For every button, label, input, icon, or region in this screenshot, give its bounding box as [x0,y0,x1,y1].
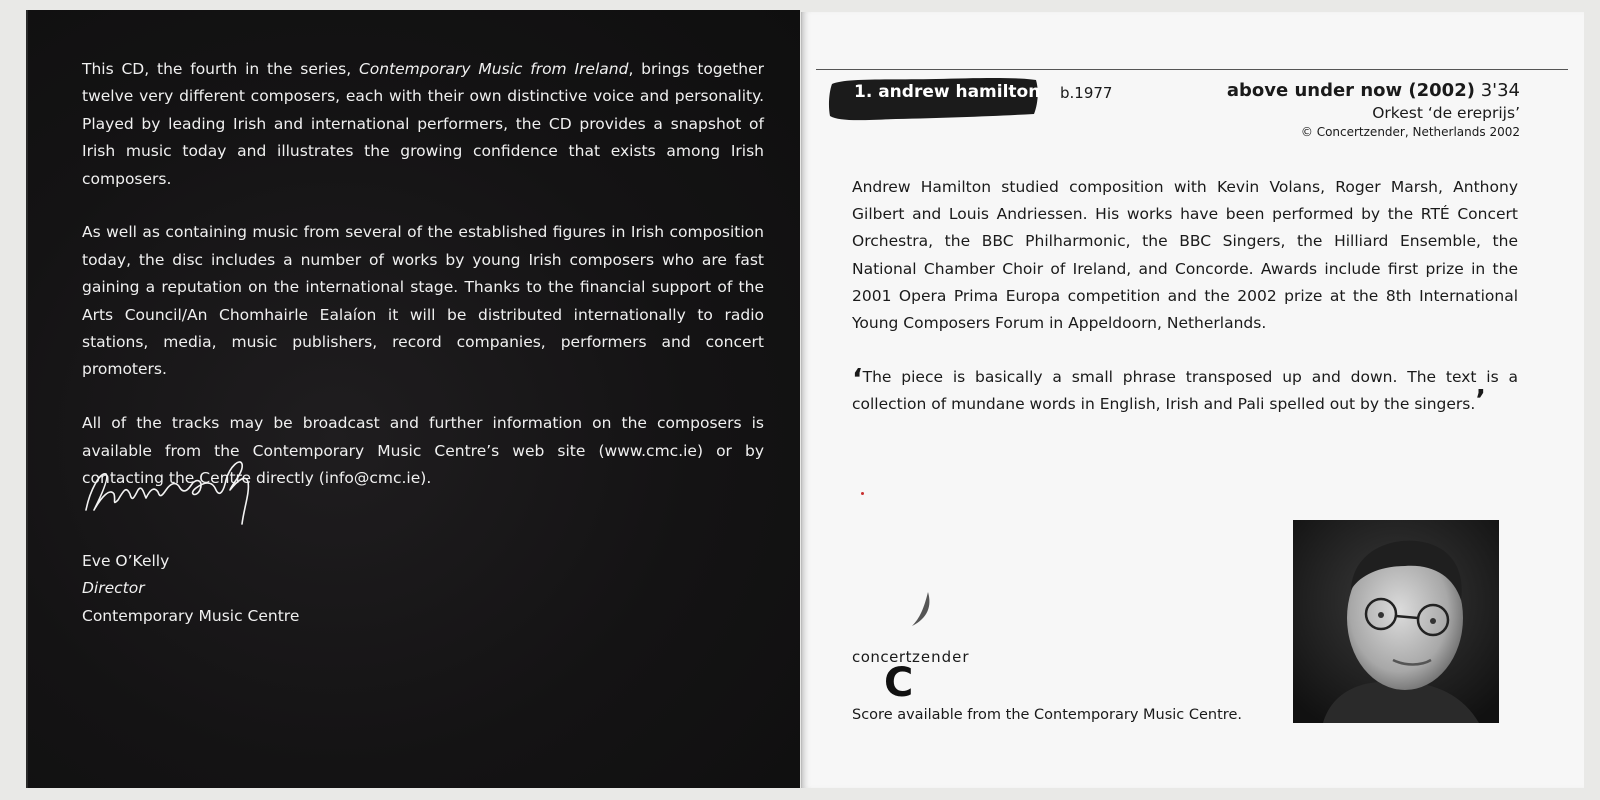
concertzender-logo-text [852,648,970,666]
recording-copyright: © Concertzender, Netherlands 2002 [1300,125,1520,139]
left-page [26,10,800,788]
logo-word-zender: zender [911,648,970,666]
work-title [1227,80,1520,101]
work-duration: 3'34 [1480,80,1520,101]
concertzender-logo-mark [850,592,990,702]
series-title: Contemporary Music from Ireland [358,60,629,78]
composer-biography: Andrew Hamilton studied composition with Kevin Volans, Roger Marsh, Anthony Gilbert and Louis Andriessen. His works have been performed by the RTÉ Concert Orchestra, the BBC Philharmonic, the BBC Singers, the Hilliard Ensemble, the National Chamber Choir of Ireland, and Concorde. Awards include first prize in the 2001 Opera Prima Europa competition and the 2002 prize at the 8th International Young Composers Forum in Appeldoorn, Netherlands. [852,178,1518,333]
intro-paragraph-1 [82,56,764,193]
paragraph-1-end: , brings together twelve very different composers, each with their own distinctive voice and personality. Played by leading Irish and international performers, the CD provides a snapshot of Irish music today and illustrates the growing confidence that exists among Irish composers. [82,60,764,188]
signatory-organization: Contemporary Music Centre [82,606,300,625]
intro-paragraph-3: All of the tracks may be broadcast and further information on the composers is available from the Contemporary Music Centre’s web site (www.cmc.ie) or by contacting the Centre directly (info@cmc.ie). [82,414,764,488]
logo-letter-c: C [884,660,914,702]
signatory-name: Eve O’Kelly [82,552,170,570]
right-page [802,12,1584,788]
performer: Orkest ‘de ereprijs’ [1372,104,1520,122]
birth-year: b.1977 [1060,84,1113,102]
open-quote-mark: ‘ [852,362,863,395]
track-composer-label: 1. andrew hamilton [854,82,1041,102]
intro-paragraph-2: As well as containing music from several of the established figures in Irish composition today, the disc includes a number of works by young Irish composers who are fast gaining a reputation on the international stage. Thanks to the financial support of the Arts Council/An Chomhairle Ealaíon it will be distributed internationally to radio stations, media, music publishers, record companies, performers and concert promoters. [82,223,764,379]
paragraph-1-start: This CD, the fourth in the series, [82,60,359,78]
close-quote-mark: ’ [1475,383,1486,417]
signatory-role: Director [82,579,145,598]
signature-block [82,548,299,630]
logo-word-concert: concert [852,648,912,666]
handwritten-signature [80,450,270,540]
work-name: above under now (2002) [1226,80,1475,101]
composer-portrait-photo [1293,520,1499,723]
score-availability-note: Score available from the Contemporary Music Centre. [852,707,1242,723]
quote-text: The piece is basically a small phrase transposed up and down. The text is a collection of mundane words in English, Irish and Pali spelled out by the singers. [852,368,1518,414]
print-speck [861,492,864,495]
composer-quote [852,364,1518,418]
